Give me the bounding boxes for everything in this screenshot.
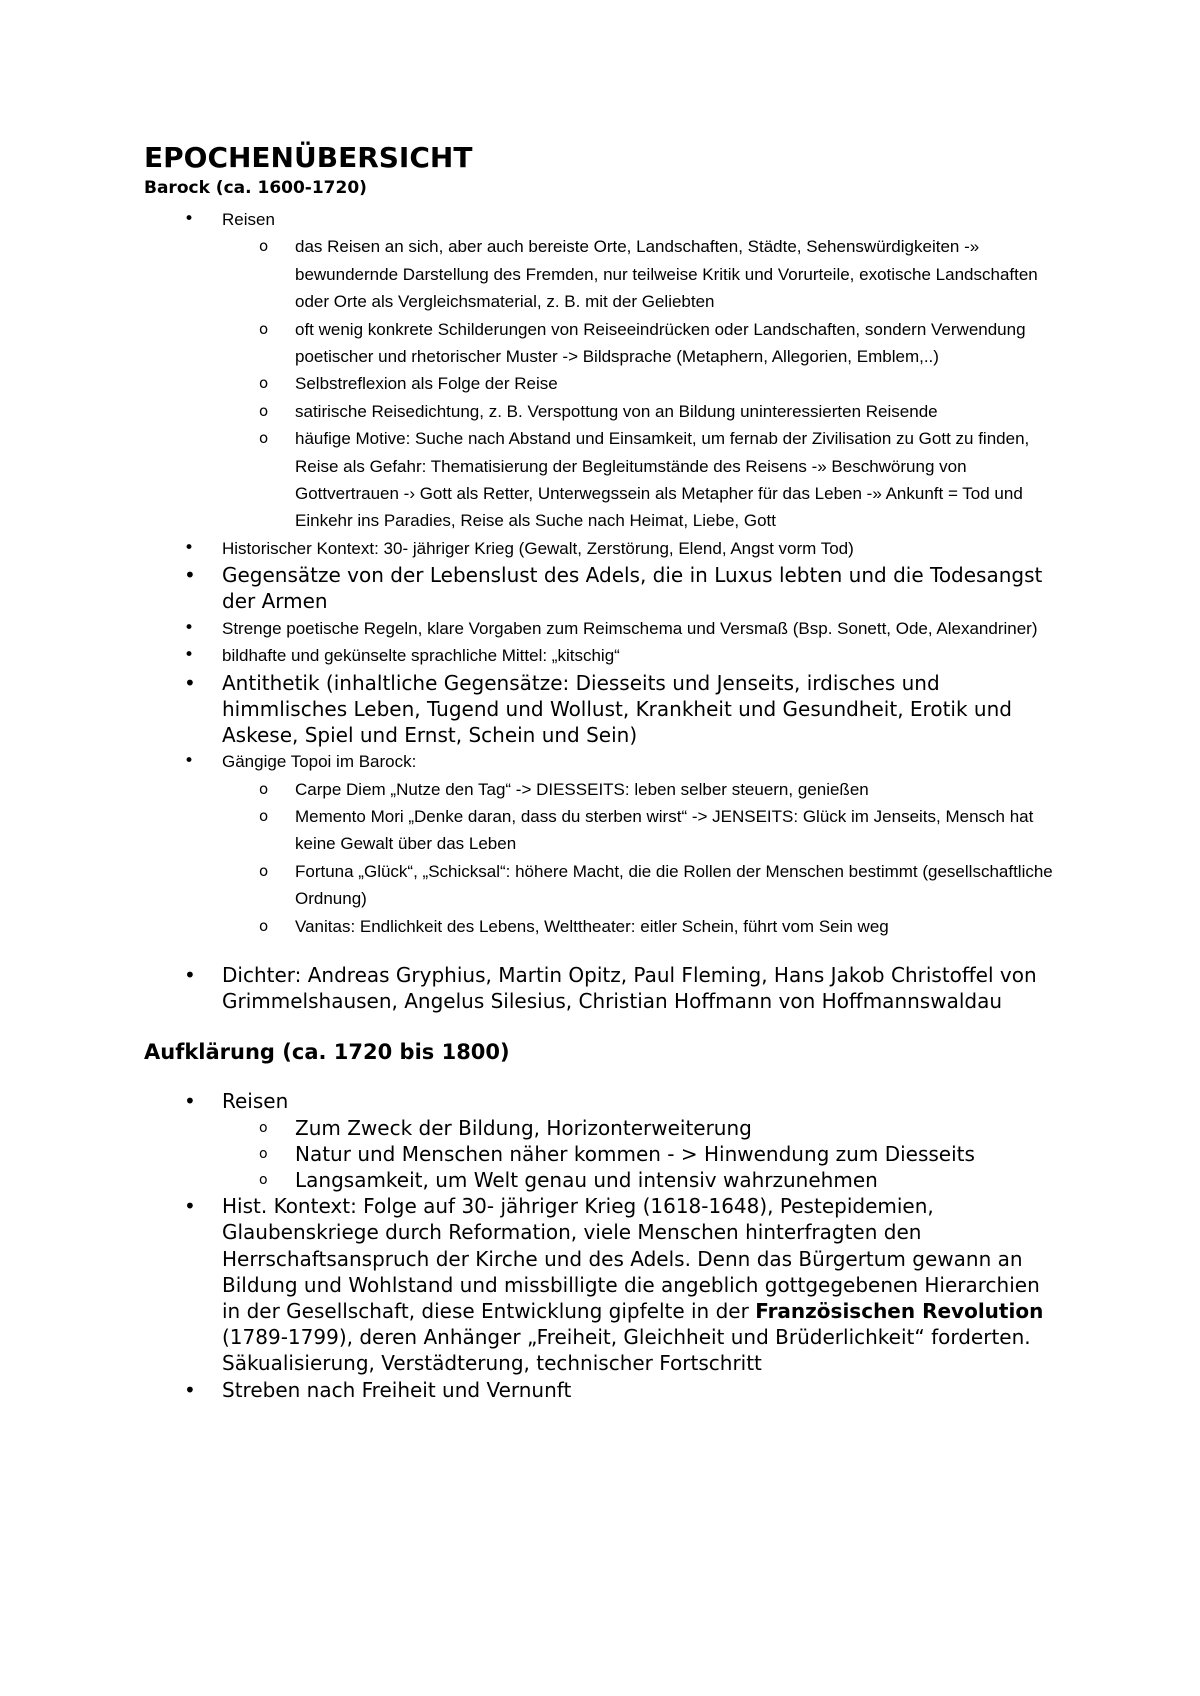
sublist-item: o oft wenig konkrete Schilderungen von Reiseeindrücken oder Landschaften, sondern Verwendung poetischer und rhetorischer Muster -> Bildsprache (Metaphern, Allegorien, Emblem,..) (295, 316, 1064, 371)
section-heading-aufklaerung: Aufklärung (ca. 1720 bis 1800) (144, 1040, 510, 1065)
kontext-bold: Französischen Revolution (755, 1298, 1044, 1323)
aufklaerung-list (144, 1088, 1064, 1402)
barock-list (144, 206, 1064, 940)
list-item-topoi (144, 748, 1064, 940)
section-heading-barock: Barock (ca. 1600-1720) (144, 178, 367, 198)
barock-dichter-list (144, 962, 1064, 1014)
list-item-label: Reisen (222, 1089, 289, 1114)
list-item-dichter: • Dichter: Andreas Gryphius, Martin Opitz, Paul Fleming, Hans Jakob Christoffel von Grimmelshausen, Angelus Silesius, Christian Hoffmann von Hoffmannswaldau (144, 962, 1064, 1014)
list-item-regeln: • Strenge poetische Regeln, klare Vorgaben zum Reimschema und Versmaß (Bsp. Sonett, Ode, Alexandriner) (144, 615, 1064, 642)
list-item-mittel: • bildhafte und gekünselte sprachliche Mittel: „kitschig“ (144, 642, 1064, 669)
list-item-reisen (144, 1088, 1064, 1193)
sublist-item: o Langsamkeit, um Welt genau und intensiv wahrzunehmen (295, 1167, 1064, 1193)
list-item-kontext: • Historischer Kontext: 30- jähriger Krieg (Gewalt, Zerstörung, Elend, Angst vorm Tod) (144, 535, 1064, 562)
sublist-item: o das Reisen an sich, aber auch bereiste Orte, Landschaften, Städte, Sehenswürdigkeiten -» bewundernde Darstellung des Fremden, nur teilweise Kritik und Vorurteile, exotische Landschaften oder Orte als Vergleichsmaterial, z. B. mit der Geliebten (295, 233, 1064, 315)
reisen-sublist (222, 1115, 1064, 1194)
sublist-item: o satirische Reisedichtung, z. B. Verspottung von an Bildung uninteressierten Reisende (295, 398, 1064, 425)
list-item-label: Reisen (222, 210, 275, 229)
sublist-item: o Fortuna „Glück“, „Schicksal“: höhere Macht, die die Rollen der Menschen bestimmt (gesellschaftliche Ordnung) (295, 858, 1064, 913)
reisen-sublist (222, 233, 1064, 534)
sublist-item: o häufige Motive: Suche nach Abstand und Einsamkeit, um fernab der Zivilisation zu Gott zu finden, Reise als Gefahr: Thematisierung der Begleitumstände des Reisens -» Beschwörung von Gottvertrauen -› Gott als Retter, Unterwegssein als Metapher für das Leben -» Ankunft = Tod und Einkehr ins Paradies, Reise als Suche nach Heimat, Liebe, Gott (295, 425, 1064, 535)
sublist-item: o Natur und Menschen näher kommen - > Hinwendung zum Diesseits (295, 1141, 1064, 1167)
list-item-reisen (144, 206, 1064, 535)
sublist-item: o Carpe Diem „Nutze den Tag“ -> DIESSEITS: leben selber steuern, genießen (295, 776, 1064, 803)
page-title: EPOCHENÜBERSICHT (144, 141, 473, 174)
sublist-item: o Vanitas: Endlichkeit des Lebens, Welttheater: eitler Schein, führt vom Sein weg (295, 913, 1064, 940)
list-item-kontext (144, 1193, 1064, 1376)
sublist-item: o Selbstreflexion als Folge der Reise (295, 370, 1064, 397)
topoi-sublist (222, 776, 1064, 940)
list-item-streben: • Streben nach Freiheit und Vernunft (144, 1377, 1064, 1403)
spacer (144, 940, 1064, 962)
list-item-label: Gängige Topoi im Barock: (222, 752, 417, 772)
list-item-gegensaetze: • Gegensätze von der Lebenslust des Adels, die in Luxus lebten und die Todesangst der Armen (144, 562, 1064, 614)
list-item-antithetik: • Antithetik (inhaltliche Gegensätze: Diesseits und Jenseits, irdisches und himmlisches Leben, Tugend und Wollust, Krankheit und Gesundheit, Erotik und Askese, Spiel und Ernst, Schein und Sein) (144, 670, 1064, 749)
sublist-item: o Memento Mori „Denke daran, dass du sterben wirst“ -> JENSEITS: Glück im Jenseits, Mensch hat keine Gewalt über das Leben (295, 803, 1064, 858)
kontext-text-end: (1789-1799), deren Anhänger „Freiheit, Gleichheit und Brüderlichkeit“ forderten. Säkualisierung, Verstädterung, technischer Fortschritt (222, 1325, 1031, 1376)
kontext-text: Hist. Kontext: Folge auf 30- jähriger Krieg (1618-1648), Pestepidemien, Glaubenskriege durch Reformation, viele Menschen hinterfragten den Herrschaftsanspruch der Kirche und des Adels. Denn das Bürgertum gewann an Bildung und Wohlstand und missbilligte die angeblich gottgegebenen Hierarchien in der Gesellschaft, diese Entwicklung gipfelte in der (222, 1194, 1040, 1323)
document-page (144, 140, 1064, 1403)
sublist-item: o Zum Zweck der Bildung, Horizonterweiterung (295, 1115, 1064, 1141)
